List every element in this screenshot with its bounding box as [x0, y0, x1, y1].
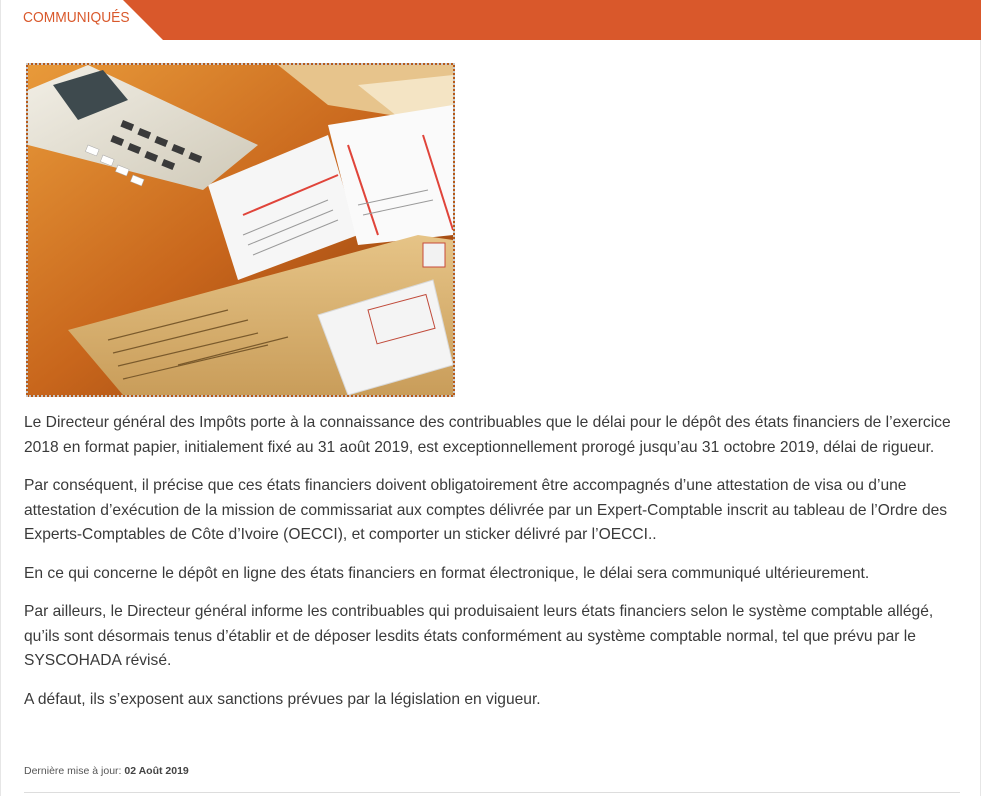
last-updated-date: 02 Août 2019 — [124, 765, 189, 777]
section-title[interactable]: COMMUNIQUÉS — [23, 9, 130, 26]
article-paragraph: Par conséquent, il précise que ces états financiers doivent obligatoirement être accompagnés d’une attestation de visa ou d’une attestation d’exécution de la mission de commissariat aux comptes délivrée par un Expert-Comptable inscrit au tableau de l’Ordre des Experts-Comptables de Côte d’Ivoire (OECCI), et comporter un sticker délivré par l’OECCI.. — [24, 477, 948, 543]
article-paragraph: Par ailleurs, le Directeur général informe les contribuables qui produisaient leurs états financiers selon le système comptable allégé, qu’ils sont désormais tenus d’établir et de déposer lesdits états conformément au système comptable normal, tel que prévu par le SYSCOHADA révisé. — [24, 603, 934, 669]
article-image — [26, 63, 455, 397]
last-updated — [24, 765, 189, 777]
article-paragraph: Le Directeur général des Impôts porte à la connaissance des contribuables que le délai pour le dépôt des états financiers de l’exercice 2018 en format papier, initialement fixé au 31 août 2019, est exceptionnellement prorogé jusqu’au 31 octobre 2019, délai de rigueur. — [24, 414, 951, 456]
footer-divider — [24, 792, 960, 793]
article-paragraph: A défaut, ils s’exposent aux sanctions prévues par la législation en vigueur. — [24, 690, 541, 708]
article-body — [24, 411, 954, 726]
article-paragraph: En ce qui concerne le dépôt en ligne des états financiers en format électronique, le délai sera communiqué ultérieurement. — [24, 564, 870, 582]
last-updated-label: Dernière mise à jour: — [24, 765, 122, 777]
calculator-documents-illustration — [28, 65, 453, 395]
